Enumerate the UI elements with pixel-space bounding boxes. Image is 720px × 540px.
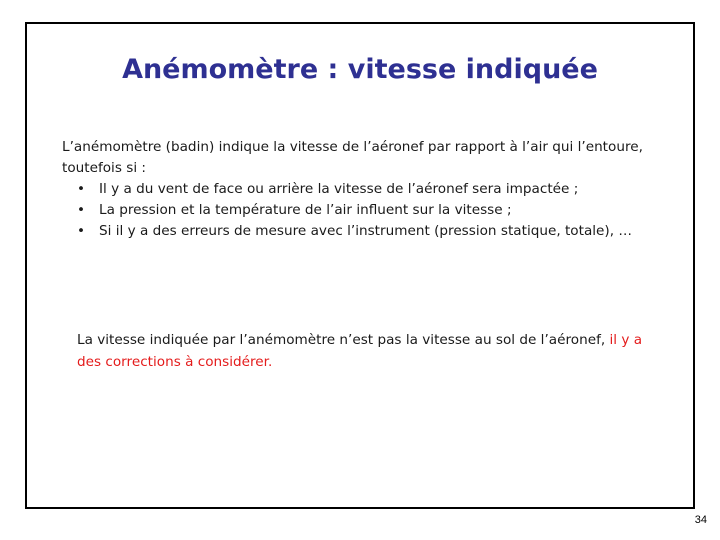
- bullet-item: [75, 179, 682, 200]
- slide-frame: [25, 22, 695, 509]
- note-text: La vitesse indiquée par l’anémomètre n’est pas la vitesse au sol de l’aéronef,: [77, 332, 610, 348]
- note-block: [77, 329, 682, 373]
- bullet-item: [75, 200, 682, 221]
- bullet-dot-icon: •: [76, 202, 86, 218]
- note-line-2: des corrections à considérer.: [77, 354, 273, 370]
- bullet-item: [75, 221, 682, 242]
- intro-paragraph: L’anémomètre (badin) indique la vitesse de l’aéronef par rapport à l’air qui l’entoure, toutefois si :: [62, 139, 643, 176]
- page-number: 34: [694, 514, 707, 526]
- bullet-text: Il y a du vent de face ou arrière la vitesse de l’aéronef sera impactée ;: [99, 181, 579, 197]
- bullet-text: Si il y a des erreurs de mesure avec l’instrument (pression statique, totale), …: [99, 223, 632, 239]
- note-emphasis: il y a: [609, 332, 643, 348]
- bullet-text: La pression et la température de l’air influent sur la vitesse ;: [99, 202, 512, 218]
- bullet-dot-icon: •: [76, 223, 86, 239]
- bullet-list: [62, 179, 682, 242]
- slide-title: Anémomètre : vitesse indiquée: [122, 54, 598, 85]
- intro-block: [62, 137, 682, 242]
- bullet-dot-icon: •: [76, 181, 86, 197]
- note-line-1: [77, 329, 682, 351]
